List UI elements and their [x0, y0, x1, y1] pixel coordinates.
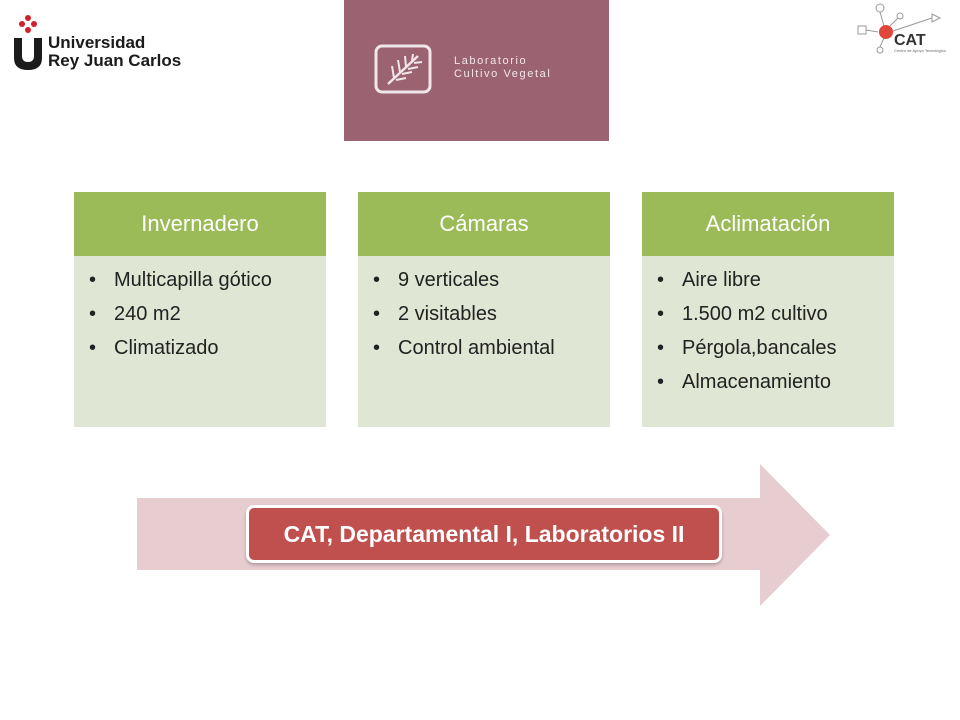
- list-item: • 2 visitables: [398, 302, 610, 326]
- lab-title-line2: Cultivo Vegetal: [454, 68, 552, 80]
- lab-title-line1: Laboratorio: [454, 55, 528, 67]
- cat-logo-subtitle: Centro de Apoyo Tecnológico: [894, 48, 946, 53]
- locations-banner: CAT, Departamental I, Laboratorios II: [246, 505, 722, 563]
- university-line1: Universidad: [48, 33, 146, 52]
- card-title: Aclimatación: [642, 192, 894, 256]
- list-item: • 1.500 m2 cultivo: [682, 302, 894, 326]
- list-item: • 9 verticales: [398, 268, 610, 292]
- list-item: • Almacenamiento: [682, 370, 894, 394]
- card-title: Cámaras: [358, 192, 610, 256]
- list-item: • Multicapilla gótico: [114, 268, 326, 292]
- list-item: • Climatizado: [114, 336, 326, 360]
- list-item: • Control ambiental: [398, 336, 610, 360]
- university-line2: Rey Juan Carlos: [48, 51, 182, 70]
- list-item: • Pérgola,bancales: [682, 336, 894, 360]
- cat-logo-text: CAT: [894, 32, 926, 49]
- card-title: Invernadero: [74, 192, 326, 256]
- list-item: • Aire libre: [682, 268, 894, 292]
- list-item: • 240 m2: [114, 302, 326, 326]
